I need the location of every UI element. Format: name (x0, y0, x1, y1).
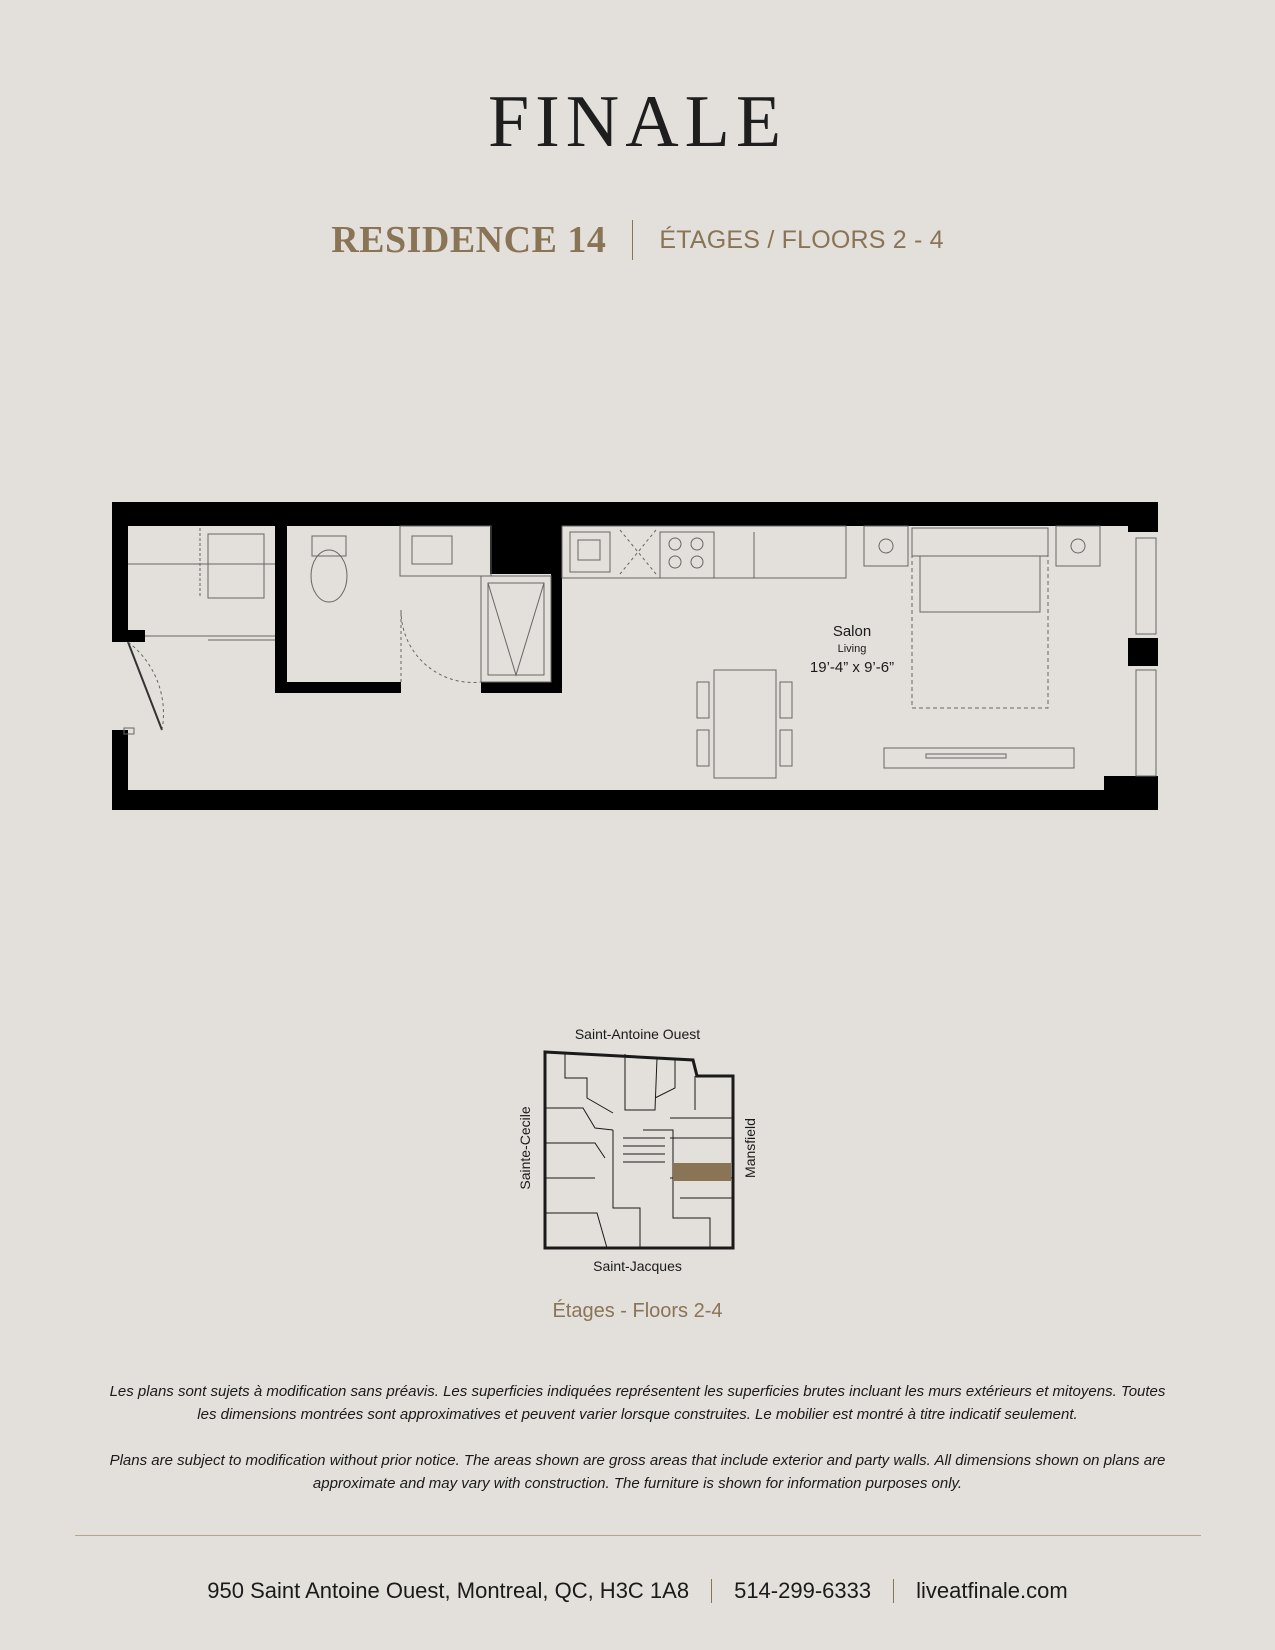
disclaimer-en-line2: approximate and may vary with construction. The furniture is shown for information purposes only. (312, 1475, 963, 1492)
street-north: Saint-Antoine Ouest (574, 1026, 701, 1042)
footer-divider (75, 1535, 1201, 1536)
title-divider (632, 220, 633, 260)
residence-floors: ÉTAGES / FLOORS 2 - 4 (659, 225, 944, 254)
disclaimer-en-line1: Plans are subject to modification without prior notice. The areas shown are gross areas that include exterior and party walls. All dimensions shown on plans are (109, 1452, 1166, 1469)
room-name: Salon (832, 623, 872, 640)
floor-plan (100, 490, 1176, 816)
residence-name: RESIDENCE 14 (331, 219, 607, 261)
brand-logo: FINALE (487, 81, 788, 163)
disclaimer-fr-line1: Les plans sont sujets à modification sans préavis. Les superficies indiquées représentent les superficies brutes incluant les murs extérieurs et mitoyens. Toutes (109, 1383, 1166, 1400)
street-south: Saint-Jacques (593, 1258, 682, 1274)
interior-walls (128, 526, 562, 693)
footer-website[interactable]: liveatfinale.com (916, 1578, 1068, 1603)
footer (0, 1578, 1275, 1604)
footer-separator (711, 1579, 712, 1603)
title-row (0, 218, 1275, 262)
street-east: Mansfield (742, 1118, 758, 1178)
key-plan-outline (545, 1052, 733, 1248)
key-plan-caption: Étages - Floors 2-4 (552, 1300, 723, 1322)
exterior-walls (112, 502, 1158, 810)
footer-separator (893, 1579, 894, 1603)
street-west: Sainte-Cecile (517, 1106, 533, 1190)
room-dimensions: 19’-4” x 9’-6” (809, 659, 895, 676)
disclaimer-fr-line2: les dimensions montrées sont approximatives et peuvent varier lorsque construites. Le mobilier est montré à titre indicatif seulement. (197, 1406, 1078, 1423)
unit-highlight (673, 1163, 731, 1181)
disclaimer-fr (100, 1380, 1175, 1426)
room-name-en: Living (837, 643, 867, 655)
key-plan (505, 1018, 755, 1253)
disclaimer-en (100, 1449, 1175, 1495)
footer-address: 950 Saint Antoine Ouest, Montreal, QC, H3C 1A8 (207, 1578, 690, 1603)
footer-phone[interactable]: 514-299-6333 (734, 1578, 872, 1603)
